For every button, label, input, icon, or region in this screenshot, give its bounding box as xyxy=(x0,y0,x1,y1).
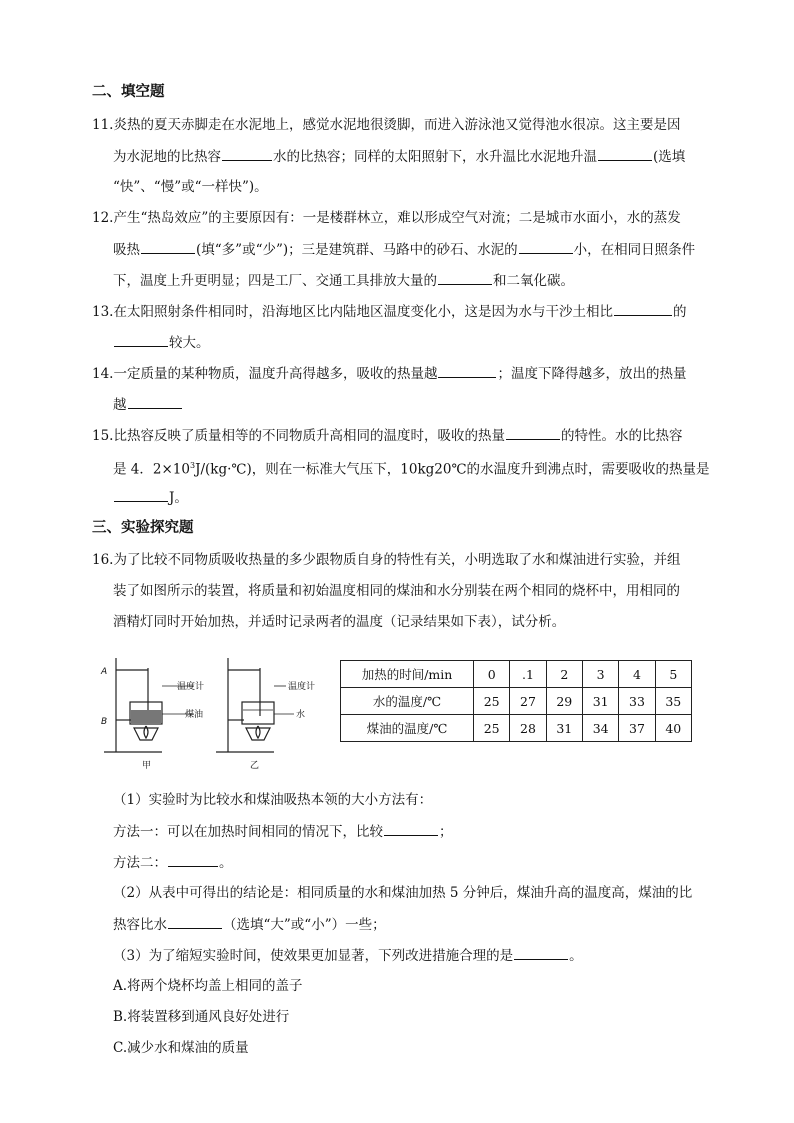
question-16-method-2 xyxy=(113,853,233,872)
q15-blank-1[interactable] xyxy=(506,426,560,440)
part2-text-b: （选填“大”或“小”）一些； xyxy=(223,917,386,933)
question-12-line-1: 12.产生“热岛效应”的主要原因有：一是楼群林立，难以形成空气对流；二是城市水面小，水的蒸发 xyxy=(92,210,681,226)
table-row-header: 加热的时间/min xyxy=(341,661,474,688)
q14-text-b: ；温度下降得越多，放出的热量 xyxy=(497,366,687,382)
table-row-header: 水的温度/℃ xyxy=(341,688,474,715)
q12-blank-3[interactable] xyxy=(438,271,492,285)
table-cell: 25 xyxy=(474,715,510,742)
caption-yi: 乙 xyxy=(250,761,260,771)
question-16-line-3: 酒精灯同时开始加热，并适时记录两者的温度（记录结果如下表），试分析。 xyxy=(113,614,566,630)
option-a[interactable]: A.将两个烧杯均盖上相同的盖子 xyxy=(113,978,303,994)
question-16-line-1: 16.为了比较不同物质吸收热量的多少跟物质自身的特性有关，小明选取了水和煤油进行实验，并组 xyxy=(92,552,681,568)
q15-text-c: 是 4．2×10 xyxy=(113,461,190,478)
section-heading-fill-in: 二、填空题 xyxy=(92,84,165,100)
part3-blank[interactable] xyxy=(514,946,568,960)
q12-text-b: (填“多”或“少”)；三是建筑群、马路中的砂石、水泥的 xyxy=(196,242,518,258)
question-13-line-2 xyxy=(113,333,210,352)
table-cell: 4 xyxy=(619,661,655,688)
table-cell: 40 xyxy=(655,715,691,742)
q13-text-a: 13.在太阳照射条件相同时，沿海地区比内陆地区温度变化小，这是因为水与干沙土相比 xyxy=(92,304,613,320)
q15-blank-2[interactable] xyxy=(114,488,168,502)
part3-text-b: 。 xyxy=(569,948,583,964)
table-cell: 27 xyxy=(510,688,546,715)
caption-jia: 甲 xyxy=(142,761,152,771)
label-kerosene: 煤油 xyxy=(185,710,204,720)
q15-text-a: 15.比热容反映了质量相等的不同物质升高相同的温度时，吸收的热量 xyxy=(92,428,505,444)
table-cell: 2 xyxy=(546,661,582,688)
q12-text-c: 小，在相同日照条件 xyxy=(573,242,696,258)
table-row xyxy=(341,688,692,715)
q11-text-a: 为水泥地的比热容 xyxy=(113,149,221,165)
q12-blank-1[interactable] xyxy=(141,240,195,254)
table-cell: 28 xyxy=(510,715,546,742)
q13-blank-2[interactable] xyxy=(114,333,168,347)
table-cell: 31 xyxy=(582,688,618,715)
q13-text-c: 较大。 xyxy=(169,335,210,351)
table-cell: 37 xyxy=(619,715,655,742)
q12-text-a: 吸热 xyxy=(113,242,140,258)
table-row xyxy=(341,661,692,688)
label-water: 水 xyxy=(296,710,306,720)
question-16-part-2-line-1: （2）从表中可得出的结论是：相同质量的水和煤油加热 5 分钟后，煤油升高的温度高，煤油的比 xyxy=(113,885,693,901)
method2-text-a: 方法二： xyxy=(113,855,167,871)
q12-blank-2[interactable] xyxy=(519,240,573,254)
table-cell: .1 xyxy=(510,661,546,688)
apparatus-figure xyxy=(98,654,338,779)
question-11-line-3: “快”、“慢”或“一样快”)。 xyxy=(113,179,268,195)
question-14-line-2 xyxy=(113,395,183,414)
question-15-line-1 xyxy=(92,426,682,445)
option-c[interactable]: C.减少水和煤油的质量 xyxy=(113,1040,249,1056)
table-cell: 3 xyxy=(582,661,618,688)
q15-text-d: J/(kg·℃)，则在一标准大气压下，10kg20℃的水温度升到沸点时，需要吸收的热量是 xyxy=(195,461,710,478)
q12-text-e: 和二氧化碳。 xyxy=(493,273,574,289)
table-cell: 25 xyxy=(474,688,510,715)
q11-text-c: (选填 xyxy=(653,149,686,165)
q13-blank-1[interactable] xyxy=(614,302,672,316)
table-cell: 5 xyxy=(655,661,691,688)
q11-blank-1[interactable] xyxy=(222,147,272,161)
label-thermometer-2: 温度计 xyxy=(288,682,316,692)
part3-text-a: （3）为了缩短实验时间，使效果更加显著，下列改进措施合理的是 xyxy=(113,948,514,964)
option-b[interactable]: B.将装置移到通风良好处进行 xyxy=(113,1009,290,1025)
q11-blank-2[interactable] xyxy=(598,147,652,161)
question-16-method-1 xyxy=(113,822,453,841)
q11-text-b: 水的比热容；同样的太阳照射下，水升温比水泥地升温 xyxy=(273,149,597,165)
question-11-line-2 xyxy=(113,147,685,166)
method1-text-b: ； xyxy=(439,824,453,840)
question-11-line-1: 11.炎热的夏天赤脚走在水泥地上，感觉水泥地很烫脚，而进入游泳池又觉得池水很凉。这主要是因 xyxy=(92,117,681,133)
question-12-line-3 xyxy=(113,271,574,290)
question-15-line-2 xyxy=(113,457,710,479)
temperature-data-table xyxy=(340,660,692,742)
q13-text-b: 的 xyxy=(672,304,687,320)
question-13-line-1 xyxy=(92,302,686,321)
question-12-line-2 xyxy=(113,240,695,259)
label-a: A xyxy=(101,667,108,677)
question-16-part-1: （1）实验时为比较水和煤油吸热本领的大小方法有： xyxy=(113,792,433,808)
label-thermometer-1: 温度计 xyxy=(177,682,205,692)
method2-blank[interactable] xyxy=(168,853,218,867)
q15-text-b: 的特性。水的比热容 xyxy=(560,428,683,444)
table-cell: 31 xyxy=(546,715,582,742)
q14-text-a: 14.一定质量的某种物质，温度升高得越多，吸收的热量越 xyxy=(92,366,438,382)
q12-text-d: 下，温度上升更明显；四是工厂、交通工具排放大量的 xyxy=(113,273,437,289)
table-row xyxy=(341,715,692,742)
question-16-line-2: 装了如图所示的装置，将质量和初始温度相同的煤油和水分别装在两个相同的烧杯中，用相同的 xyxy=(113,583,680,599)
table-row-header: 煤油的温度/℃ xyxy=(341,715,474,742)
table-cell: 33 xyxy=(619,688,655,715)
label-b: B xyxy=(101,717,108,727)
table-cell: 0 xyxy=(474,661,510,688)
part2-blank[interactable] xyxy=(168,915,222,929)
q14-blank-1[interactable] xyxy=(438,364,496,378)
method1-text-a: 方法一：可以在加热时间相同的情况下，比较 xyxy=(113,824,383,840)
section-heading-experiment: 三、实验探究题 xyxy=(92,520,194,536)
q14-text-c: 越 xyxy=(113,397,127,413)
part2-text-a: 热容比水 xyxy=(113,917,167,933)
q15-superscript: 3 xyxy=(189,461,196,470)
table-cell: 34 xyxy=(582,715,618,742)
method2-text-b: 。 xyxy=(219,855,233,871)
q15-text-e: J。 xyxy=(169,490,188,506)
question-14-line-1 xyxy=(92,364,686,383)
method1-blank[interactable] xyxy=(384,822,438,836)
table-cell: 35 xyxy=(655,688,691,715)
q14-blank-2[interactable] xyxy=(128,395,182,409)
beaker-2 xyxy=(242,702,274,724)
table-cell: 29 xyxy=(546,688,582,715)
kerosene-liquid xyxy=(131,710,161,723)
question-16-part-2-line-2 xyxy=(113,915,386,934)
question-15-line-3 xyxy=(113,488,188,507)
question-16-part-3 xyxy=(113,946,583,965)
